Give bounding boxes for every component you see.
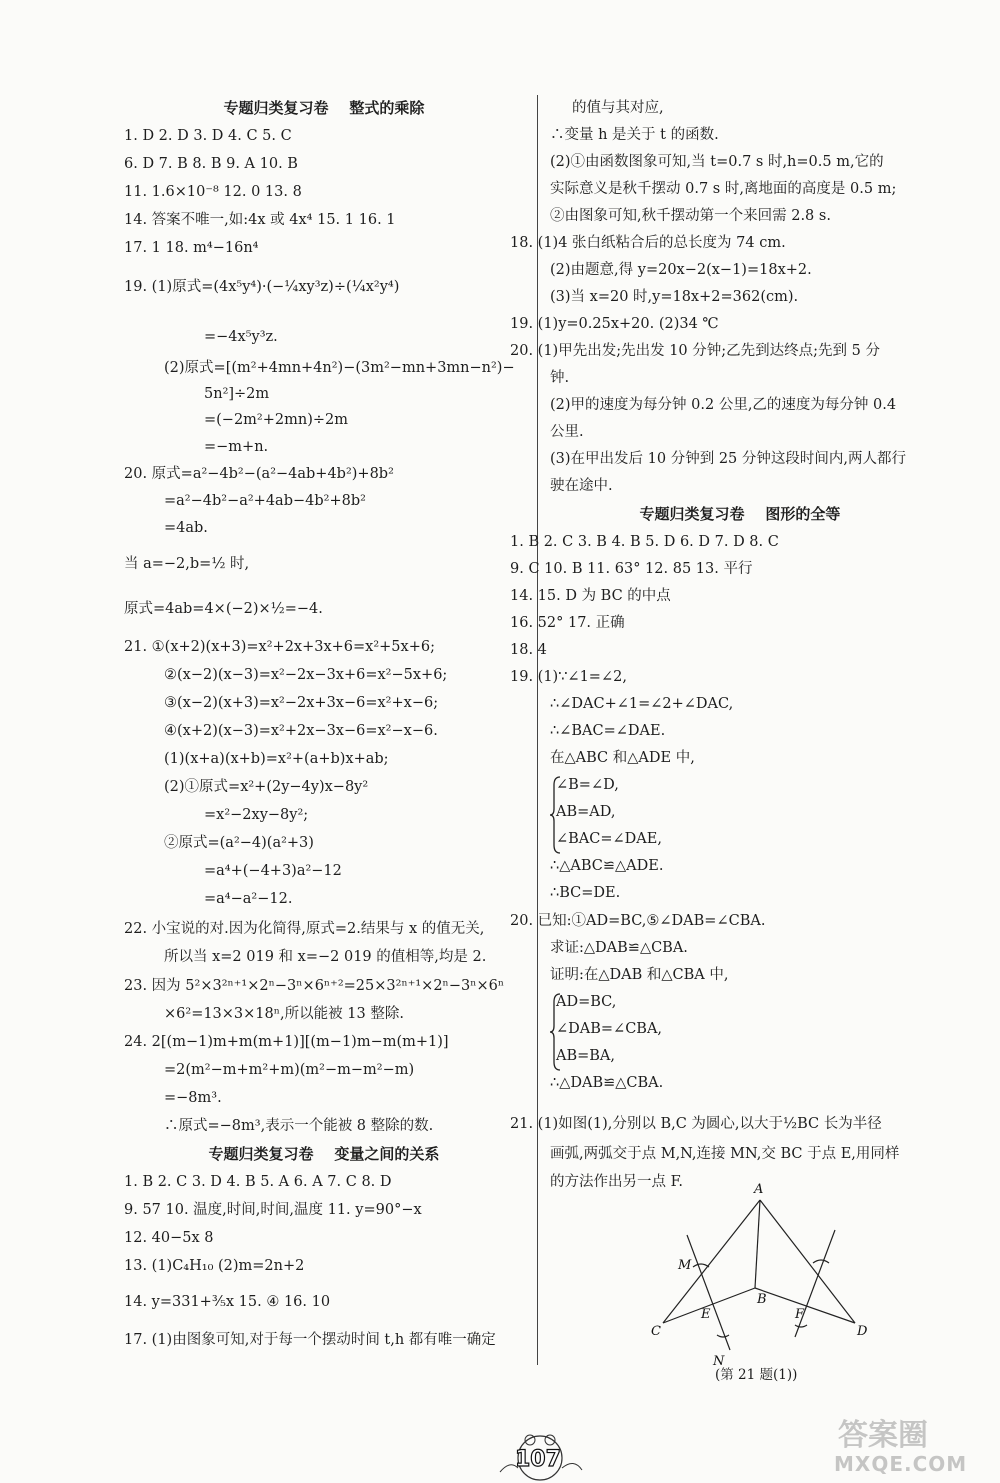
answer-line: 19. (1)原式=(4x⁵y⁴)·(−¼xy³z)÷(¼x²y⁴) [124, 279, 400, 295]
answer-line: 所以当 x=2 019 和 x=−2 019 的值相等,均是 2. [164, 949, 487, 965]
point-label-c: C [651, 1324, 661, 1339]
answer-line: =a⁴+(−4+3)a²−12 [204, 863, 342, 879]
watermark-url: MXQE.COM [834, 1452, 968, 1476]
answer-line: ∠B=∠D, [556, 777, 619, 793]
answer-line: =a⁴−a²−12. [204, 891, 293, 907]
answer-line: 18. 4 [510, 642, 547, 658]
answer-line: ∴△ABC≌△ADE. [550, 858, 664, 874]
answer-line: =−4x⁵y³z. [204, 329, 278, 345]
answer-line: 20. 已知:①AD=BC,⑤∠DAB=∠CBA. [510, 913, 766, 929]
answer-line: (1)(x+a)(x+b)=x²+(a+b)x+ab; [164, 751, 389, 767]
geometry-figure [645, 1175, 875, 1375]
figure-caption: (第 21 题(1)) [715, 1367, 798, 1383]
answer-line: 实际意义是秋千摆动 0.7 s 时,离地面的高度是 0.5 m; [550, 181, 897, 197]
answer-line: 21. (1)如图(1),分别以 B,C 为圆心,以大于½BC 长为半径 [510, 1116, 882, 1132]
answer-line: 9. C 10. B 11. 63° 12. 85 13. 平行 [510, 561, 753, 577]
answer-line: AB=AD, [556, 804, 616, 820]
answer-line: 5n²]÷2m [204, 386, 270, 402]
answer-line: 17. (1)由图象可知,对于每一个摆动时间 t,h 都有唯一确定 [124, 1332, 496, 1348]
answer-line: 公里. [550, 424, 584, 440]
point-label-a: A [754, 1182, 764, 1197]
answer-line: 1. D 2. D 3. D 4. C 5. C [124, 128, 292, 144]
section-title-variables: 专题归类复习卷 变量之间的关系 [208, 1145, 440, 1163]
answer-line: (2)原式=[(m²+4mn+4n²)−(3m²−mn+3mn−n²)− [164, 360, 515, 376]
answer-line: ②原式=(a²−4)(a²+3) [164, 835, 314, 851]
point-label-f: F [795, 1307, 805, 1322]
answer-line: (2)①由函数图象可知,当 t=0.7 s 时,h=0.5 m,它的 [550, 154, 884, 170]
page-number: 107 [515, 1447, 561, 1472]
answer-line: ③(x−2)(x+3)=x²−2x+3x−6=x²+x−6; [164, 695, 439, 711]
answer-line: 在△ABC 和△ADE 中, [550, 750, 695, 766]
answer-line: 22. 小宝说的对.因为化简得,原式=2.结果与 x 的值无关, [124, 921, 485, 937]
answer-line: ∠DAB=∠CBA, [556, 1021, 663, 1037]
answer-line: 17. 1 18. m⁴−16n⁴ [124, 240, 259, 256]
answer-line: 18. (1)4 张白纸粘合后的总长度为 74 cm. [510, 235, 786, 251]
answer-line: ∴△DAB≌△CBA. [550, 1075, 664, 1091]
answer-line: 20. (1)甲先出发;先出发 10 分钟;乙先到达终点;先到 5 分 [510, 343, 880, 359]
point-label-d: D [857, 1324, 868, 1339]
answer-line: 14. 15. D 为 BC 的中点 [510, 588, 671, 604]
column-divider [537, 95, 538, 1365]
answer-line: 16. 52° 17. 正确 [510, 615, 625, 631]
point-label-n: N [713, 1354, 725, 1369]
answer-line: 14. y=331+⅗x 15. ④ 16. 10 [124, 1294, 331, 1310]
answer-line: ②由图象可知,秋千摆动第一个来回需 2.8 s. [550, 208, 831, 224]
answer-line: AB=BA, [556, 1048, 616, 1064]
answer-line: 14. 答案不唯一,如:4x 或 4x⁴ 15. 1 16. 1 [124, 212, 396, 228]
section-title-congruence: 专题归类复习卷 图形的全等 [639, 505, 841, 523]
answer-line: 当 a=−2,b=½ 时, [124, 556, 250, 572]
answer-line: (2)①原式=x²+(2y−4y)x−8y² [164, 779, 369, 795]
answer-line: 6. D 7. B 8. B 9. A 10. B [124, 156, 298, 172]
answer-line: 24. 2[(m−1)m+m(m+1)][(m−1)m−m(m+1)] [124, 1034, 449, 1050]
answer-line: 1. B 2. C 3. B 4. B 5. D 6. D 7. D 8. C [510, 534, 779, 550]
watermark-logo [830, 1410, 980, 1480]
answer-line: (3)在甲出发后 10 分钟到 25 分钟这段时间内,两人都行 [550, 451, 906, 467]
answer-line: 11. 1.6×10⁻⁸ 12. 0 13. 8 [124, 184, 302, 200]
answer-line: 19. (1)∵∠1=∠2, [510, 669, 627, 685]
answer-line: =x²−2xy−8y²; [204, 807, 309, 823]
section-title-polynomial: 专题归类复习卷 整式的乘除 [223, 99, 425, 117]
answer-line: ∴∠DAC+∠1=∠2+∠DAC, [550, 696, 734, 712]
answer-line: 驶在途中. [550, 478, 613, 494]
answer-line: 证明:在△DAB 和△CBA 中, [550, 967, 729, 983]
point-label-b: B [757, 1292, 767, 1307]
answer-line: 12. 40−5x 8 [124, 1230, 214, 1246]
answer-line: 20. 原式=a²−4b²−(a²−4ab+4b²)+8b² [124, 466, 394, 482]
answer-line: 钟. [550, 370, 570, 386]
answer-line: 求证:△DAB≌△CBA. [550, 940, 688, 956]
answer-line: ∴BC=DE. [550, 885, 621, 901]
answer-line: ④(x+2)(x−3)=x²+2x−3x−6=x²−x−6. [164, 723, 438, 739]
answer-line: =2(m²−m+m²+m)(m²−m−m²−m) [164, 1062, 415, 1078]
answer-line: (2)甲的速度为每分钟 0.2 公里,乙的速度为每分钟 0.4 [550, 397, 897, 413]
answer-line: ×6²=13×3×18ⁿ,所以能被 13 整除. [164, 1006, 404, 1022]
point-label-m: M [678, 1258, 692, 1273]
answer-line: 的方法作出另一点 F. [550, 1174, 684, 1190]
answer-line: =(−2m²+2mn)÷2m [204, 412, 348, 428]
answer-line: 画弧,两弧交于点 M,N,连接 MN,交 BC 于点 E,用同样 [550, 1146, 900, 1162]
brace-symbol [550, 992, 562, 1072]
answer-line: ∴变量 h 是关于 t 的函数. [550, 127, 719, 143]
answer-line: =4ab. [164, 520, 208, 536]
answer-line: ∴原式=−8m³,表示一个能被 8 整除的数. [164, 1118, 434, 1134]
answer-line: =−8m³. [164, 1090, 222, 1106]
answer-line: 1. B 2. C 3. D 4. B 5. A 6. A 7. C 8. D [124, 1174, 392, 1190]
answer-line: =a²−4b²−a²+4ab−4b²+8b² [164, 493, 366, 509]
answer-line: =−m+n. [204, 439, 269, 455]
answer-line: (3)当 x=20 时,y=18x+2=362(cm). [550, 289, 799, 305]
answer-line: AD=BC, [556, 994, 617, 1010]
brace-symbol [550, 775, 562, 855]
answer-line: 13. (1)C₄H₁₀ (2)m=2n+2 [124, 1258, 305, 1274]
answer-line: 23. 因为 5²×3²ⁿ⁺¹×2ⁿ−3ⁿ×6ⁿ⁺²=25×3²ⁿ⁺¹×2ⁿ−3ⁿ×6ⁿ [124, 978, 505, 994]
answer-line: ∠BAC=∠DAE, [556, 831, 662, 847]
watermark-title: 答案圈 [838, 1418, 928, 1453]
answer-line: 19. (1)y=0.25x+20. (2)34 ℃ [510, 316, 719, 332]
answer-line: ②(x−2)(x−3)=x²−2x−3x+6=x²−5x+6; [164, 667, 448, 683]
answer-line: 原式=4ab=4×(−2)×½=−4. [124, 601, 323, 617]
answer-line: 9. 57 10. 温度,时间,时间,温度 11. y=90°−x [124, 1202, 422, 1218]
answer-line: 21. ①(x+2)(x+3)=x²+2x+3x+6=x²+5x+6; [124, 639, 435, 655]
answer-line: ∴∠BAC=∠DAE. [550, 723, 666, 739]
answer-line: (2)由题意,得 y=20x−2(x−1)=18x+2. [550, 262, 812, 278]
answer-line: 的值与其对应, [572, 100, 664, 116]
point-label-e: E [701, 1307, 711, 1322]
